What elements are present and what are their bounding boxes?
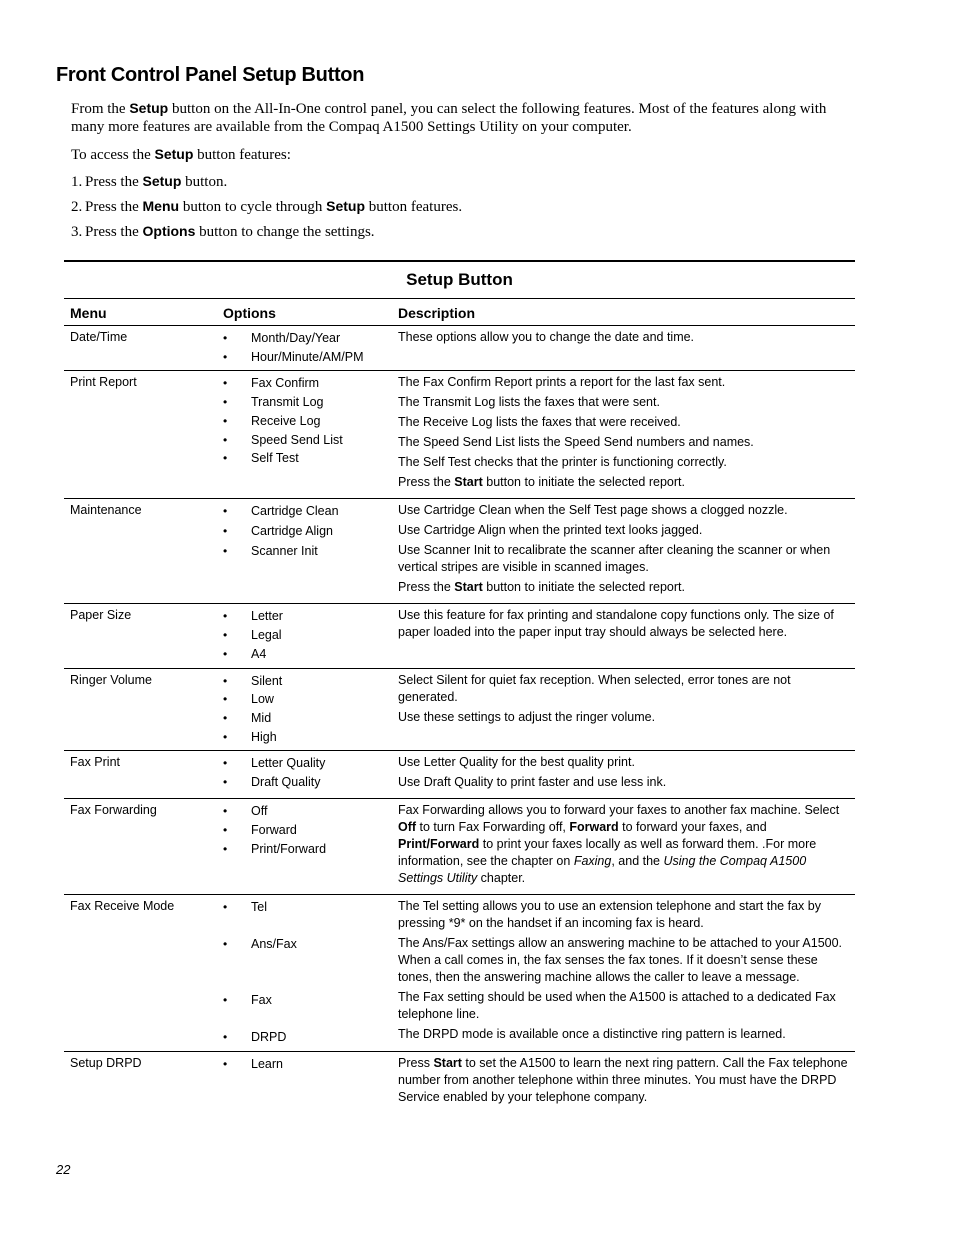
table-row [64, 326, 855, 371]
header-menu: Menu [64, 299, 217, 326]
setup-button-table [64, 260, 855, 1113]
menu-cell: Paper Size [64, 604, 217, 668]
description-text: Use Scanner Init to recalibrate the scanner after cleaning the scanner or when vertical stripes are visible in scanned images. [398, 543, 831, 575]
options-cell [217, 1052, 392, 1114]
description-cell [392, 751, 855, 799]
option-item: • Fax Confirm [223, 374, 386, 393]
table-row [64, 1052, 855, 1114]
description-text: The Ans/Fax settings allow an answering machine to be attached to your A1500. When a call comes in, the fax senses the fax tones. If it doesn’t sense these tones, then the answering machine allows the caller to leave a message. [398, 936, 843, 985]
table-row [64, 604, 855, 668]
options-cell [217, 751, 392, 799]
header-options: Options [217, 299, 392, 326]
option-item: • Speed Send List [223, 431, 386, 450]
description-cell [392, 499, 855, 604]
table-title: Setup Button [64, 262, 855, 299]
option-item: • Letter [223, 607, 386, 626]
description-text: Use Letter Quality for the best quality print. [398, 755, 635, 770]
access-paragraph: To access the Setup button features: [71, 146, 291, 163]
option-item: • Mid [223, 709, 386, 728]
description-cell [392, 895, 855, 1052]
menu-cell: Print Report [64, 371, 217, 499]
option-item: • Self Test [223, 449, 386, 468]
option-item: • Low [223, 690, 386, 709]
options-cell [217, 668, 392, 751]
table-row [64, 799, 855, 895]
description-text: The Self Test checks that the printer is functioning correctly. [398, 455, 727, 470]
options-cell [217, 326, 392, 371]
setup-table [64, 299, 855, 1113]
description-text: The Fax setting should be used when the A1500 is attached to a dedicated Fax telephone line. [398, 990, 836, 1022]
options-cell [217, 799, 392, 895]
option-item: • Receive Log [223, 412, 386, 431]
description-text: The Speed Send List lists the Speed Send numbers and names. [398, 435, 754, 450]
option-item: • Transmit Log [223, 393, 386, 412]
description-text: Use Cartridge Clean when the Self Test page shows a clogged nozzle. [398, 503, 788, 518]
menu-cell: Ringer Volume [64, 668, 217, 751]
option-item: • Cartridge Align [223, 522, 386, 541]
option-item: • Silent [223, 672, 386, 691]
description-text: Use Cartridge Align when the printed text looks jagged. [398, 523, 703, 538]
option-item: • Legal [223, 626, 386, 645]
description-cell [392, 326, 855, 371]
description-text: Press the Start button to initiate the selected report. [398, 475, 685, 490]
option-item: • Scanner Init [223, 542, 386, 561]
menu-cell: Maintenance [64, 499, 217, 604]
options-cell [217, 371, 392, 499]
step-1: 1. Press the Setup button. [71, 173, 228, 190]
option-item: • Cartridge Clean [223, 502, 386, 521]
description-text: Select Silent for quiet fax reception. When selected, error tones are not generated. [398, 672, 791, 704]
description-cell [392, 371, 855, 499]
option-item: • Forward [223, 821, 386, 840]
table-row [64, 499, 855, 604]
intro-paragraph: From the Setup button on the All-In-One control panel, you can select the following features. Most of the features along with many more features are available from the Compaq A1500 Settings Utility on your computer. [71, 100, 827, 135]
description-cell [392, 799, 855, 895]
step-2: 2. Press the Menu button to cycle through Setup button features. [71, 198, 463, 215]
option-item: • Draft Quality [223, 773, 386, 792]
description-text: Use this feature for fax printing and standalone copy functions only. The size of paper loaded into the paper input tray should always be selected here. [398, 608, 834, 640]
option-item: • High [223, 728, 386, 747]
option-item: • Hour/Minute/AM/PM [223, 348, 386, 367]
options-cell [217, 499, 392, 604]
table-header-row [64, 299, 855, 326]
menu-cell: Fax Receive Mode [64, 895, 217, 1052]
options-cell [217, 895, 392, 1052]
option-item: • Print/Forward [223, 840, 386, 859]
description-text: Press Start to set the A1500 to learn the next ring pattern. Call the Fax telephone number from another telephone within three minutes. You must have the DRPD Service enabled by your telephone company. [398, 1056, 848, 1105]
table-row [64, 371, 855, 499]
option-item: • DRPD [223, 1028, 386, 1047]
description-text: The Receive Log lists the faxes that were received. [398, 415, 681, 430]
menu-cell: Date/Time [64, 326, 217, 371]
option-item: • Month/Day/Year [223, 329, 386, 348]
option-item: • Off [223, 802, 386, 821]
description-cell [392, 604, 855, 668]
menu-cell: Fax Print [64, 751, 217, 799]
option-item: • Tel [223, 898, 386, 935]
option-item: • Ans/Fax [223, 935, 386, 991]
description-text: Fax Forwarding allows you to forward your faxes to another fax machine. Select Off to turn Fax Forwarding off, Forward to forward your faxes, and Print/Forward to print your faxes locally as well as forward them. .For more information, see the chapter on Faxing, and the Using the Compaq A1500 Settings Utility chapter. [398, 803, 840, 886]
table-row [64, 895, 855, 1052]
option-item: • Fax [223, 991, 386, 1028]
option-item: • Letter Quality [223, 754, 386, 773]
description-text: Use Draft Quality to print faster and use less ink. [398, 775, 667, 790]
description-cell [392, 1052, 855, 1114]
description-text: The Fax Confirm Report prints a report for the last fax sent. [398, 375, 726, 390]
table-row [64, 668, 855, 751]
option-item: • A4 [223, 645, 386, 664]
table-row [64, 751, 855, 799]
description-cell [392, 668, 855, 751]
options-cell [217, 604, 392, 668]
description-text: The DRPD mode is available once a distinctive ring pattern is learned. [398, 1027, 786, 1042]
description-text: The Tel setting allows you to use an extension telephone and start the fax by pressing *9* on the handset if an incoming fax is heard. [398, 899, 821, 931]
header-description: Description [392, 299, 855, 326]
menu-cell: Setup DRPD [70, 1056, 142, 1071]
page-number: 22 [56, 1162, 71, 1177]
step-3: 3. Press the Options button to change the settings. [71, 223, 375, 240]
description-text: Press the Start button to initiate the selected report. [398, 580, 685, 595]
description-text: Use these settings to adjust the ringer volume. [398, 709, 656, 724]
option-item: • Learn [223, 1055, 386, 1074]
description-text: These options allow you to change the date and time. [398, 330, 695, 344]
description-text: The Transmit Log lists the faxes that were sent. [398, 395, 660, 410]
page-title: Front Control Panel Setup Button [56, 64, 365, 86]
menu-cell: Fax Forwarding [64, 799, 217, 895]
